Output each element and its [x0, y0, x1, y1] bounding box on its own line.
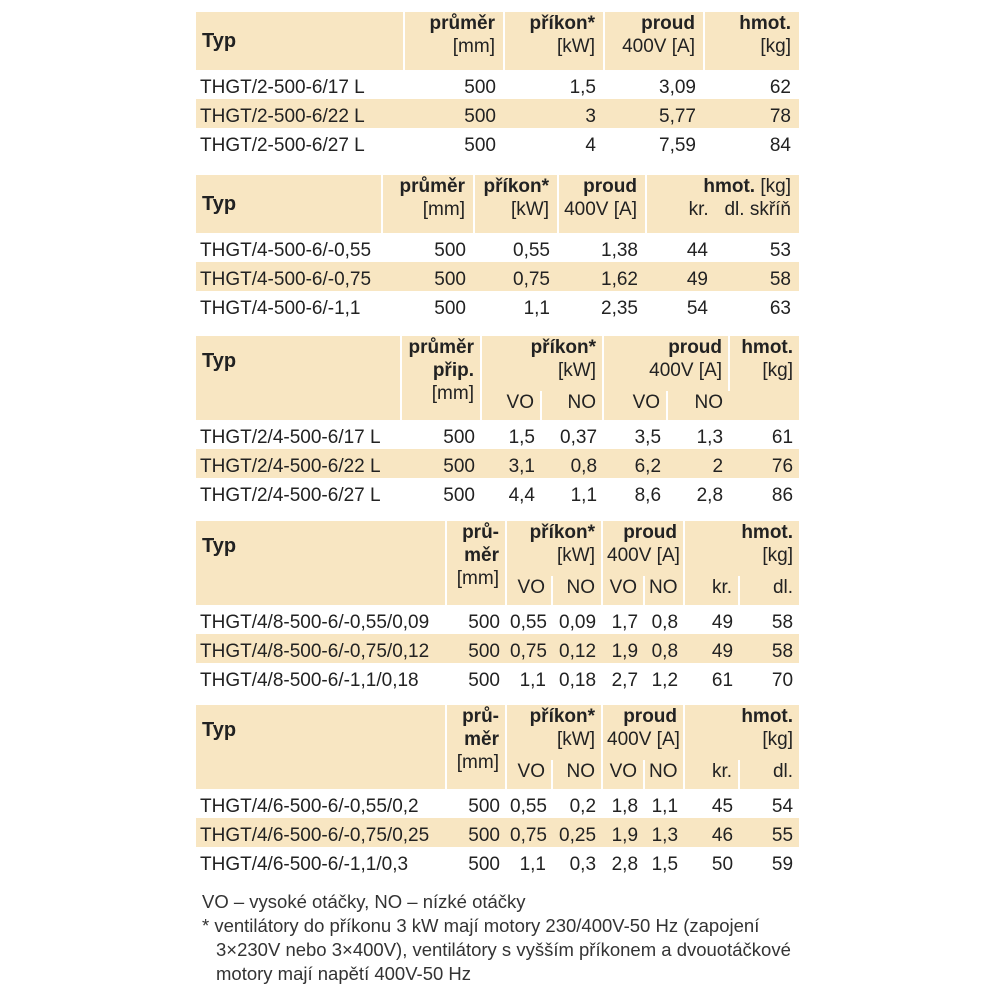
header-prikon-vo: VO — [481, 391, 541, 420]
table-row — [196, 634, 799, 663]
cell-hmot: 78 — [704, 99, 799, 128]
cell-prikon-vo: 0,55 — [510, 612, 547, 633]
cell-proud-no: 1,3 — [644, 818, 684, 847]
header-proud-no: NO — [667, 391, 729, 420]
cell-prikon: 0,55 — [513, 240, 550, 261]
table-row — [196, 818, 799, 847]
header-proud-no: NO — [644, 760, 684, 789]
table-row — [196, 663, 799, 692]
cell-proud-vo: 6,2 — [603, 449, 667, 478]
cell-prumer: 500 — [434, 240, 466, 261]
cell-hmot: 86 — [771, 485, 794, 506]
cell-typ: THGT/2/4-500-6/27 L — [200, 485, 381, 506]
cell-dl: 55 — [739, 818, 799, 847]
cell-proud-no: 0,8 — [651, 612, 679, 633]
cell-proud-vo: 1,7 — [611, 612, 639, 633]
cell-hmot: 61 — [771, 427, 794, 448]
cell-prumer: 500 — [443, 427, 475, 448]
header-prikon: příkon* [kW] — [474, 175, 558, 233]
cell-hmot: 84 — [769, 135, 791, 156]
cell-prikon-vo: 0,75 — [506, 634, 552, 663]
header-proud: proud 400V [A] — [602, 705, 684, 760]
header-typ: Typ — [196, 705, 446, 789]
header-prikon: příkon* [kW] — [506, 705, 602, 760]
cell-prumer: 500 — [464, 135, 496, 156]
cell-proud-vo: 3,5 — [634, 427, 662, 448]
cell-prumer: 500 — [468, 854, 500, 875]
header-prikon: příkon* [kW] — [504, 12, 604, 70]
header-hmot-kr: kr. — [684, 760, 739, 789]
cell-hmot: 62 — [769, 77, 791, 98]
header-proud-no: NO — [644, 576, 684, 605]
cell-prumer: 500 — [434, 298, 466, 319]
header-typ: Typ — [196, 336, 401, 420]
cell-prumer: 500 — [404, 99, 504, 128]
footnotes — [202, 890, 812, 986]
header-proud: proud 400V [A] — [558, 175, 646, 233]
cell-typ: THGT/2/4-500-6/22 L — [196, 449, 401, 478]
cell-dl: 58 — [716, 262, 799, 291]
cell-proud-vo: 2,8 — [611, 854, 639, 875]
cell-prikon-vo: 0,75 — [506, 818, 552, 847]
cell-proud-no: 1,3 — [696, 427, 724, 448]
header-hmot: hmot. [kg] — [729, 336, 799, 420]
header-prikon-no: NO — [552, 576, 602, 605]
header-hmot-dl: dl. — [739, 760, 799, 789]
cell-proud-no: 1,1 — [651, 796, 679, 817]
cell-typ: THGT/4/6-500-6/-0,75/0,25 — [196, 818, 446, 847]
cell-dl: 54 — [771, 796, 794, 817]
header-prikon: příkon* [kW] — [506, 521, 602, 576]
cell-kr: 44 — [686, 240, 708, 261]
cell-prikon: 3 — [504, 99, 604, 128]
header-proud: proud 400V [A] — [603, 336, 729, 391]
cell-proud-vo: 1,8 — [611, 796, 639, 817]
header-proud-vo: VO — [603, 391, 667, 420]
cell-proud-no: 1,2 — [651, 670, 679, 691]
header-hmot-kr: kr. — [684, 576, 739, 605]
cell-prikon-vo: 4,4 — [508, 485, 535, 506]
cell-typ: THGT/2-500-6/22 L — [196, 99, 404, 128]
cell-prikon-vo: 1,1 — [519, 670, 546, 691]
cell-kr: 49 — [684, 634, 739, 663]
cell-prikon-vo: 3,1 — [481, 449, 541, 478]
header-hmot: hmot. [kg] — [684, 521, 799, 576]
cell-prikon-vo: 0,55 — [510, 796, 547, 817]
cell-prikon-no: 0,12 — [552, 634, 602, 663]
cell-kr: 45 — [711, 796, 734, 817]
cell-proud-vo: 1,9 — [602, 818, 644, 847]
cell-prumer: 500 — [464, 77, 496, 98]
cell-kr: 46 — [684, 818, 739, 847]
cell-prumer: 500 — [443, 485, 475, 506]
cell-dl: 58 — [739, 634, 799, 663]
header-prumer: prů- měr [mm] — [446, 705, 506, 789]
header-typ: Typ — [196, 175, 382, 233]
footnote-voltage: * ventilátory do příkonu 3 kW mají motory 230/400V-50 Hz (zapojení 3×230V nebo 3×400V), ventilátory s vyšším příkonem a dvouotáčkové motory mají napětí 400V-50 Hz — [202, 915, 791, 984]
header-prikon: příkon* [kW] — [481, 336, 603, 391]
cell-prikon: 0,75 — [474, 262, 558, 291]
table-thgt-2-4 — [196, 336, 799, 507]
table-row — [196, 99, 799, 128]
cell-proud-vo: 8,6 — [634, 485, 662, 506]
header-prikon-no: NO — [552, 760, 602, 789]
cell-prikon: 1,1 — [523, 298, 550, 319]
cell-proud-no: 2 — [667, 449, 729, 478]
cell-kr: 49 — [646, 262, 716, 291]
cell-typ: THGT/2-500-6/27 L — [200, 135, 365, 156]
cell-prumer: 500 — [401, 449, 481, 478]
cell-proud-no: 1,5 — [651, 854, 679, 875]
cell-proud-no: 2,8 — [696, 485, 724, 506]
cell-dl: 63 — [769, 298, 791, 319]
header-prumer: prů- měr [mm] — [446, 521, 506, 605]
table-row — [196, 233, 799, 262]
header-prumer: průměr přip. [mm] — [401, 336, 481, 420]
cell-proud-vo: 1,9 — [602, 634, 644, 663]
table-row — [196, 449, 799, 478]
cell-prumer: 500 — [446, 818, 506, 847]
cell-proud: 2,35 — [601, 298, 638, 319]
cell-prumer: 500 — [468, 612, 500, 633]
table-thgt-2 — [196, 12, 799, 157]
cell-dl: 58 — [771, 612, 794, 633]
cell-typ: THGT/4/8-500-6/-1,1/0,18 — [200, 670, 419, 691]
cell-typ: THGT/4/8-500-6/-0,75/0,12 — [196, 634, 446, 663]
header-prikon-vo: VO — [506, 760, 552, 789]
cell-typ: THGT/4/8-500-6/-0,55/0,09 — [200, 612, 430, 633]
cell-kr: 50 — [711, 854, 734, 875]
cell-prikon-no: 0,37 — [560, 427, 598, 448]
header-hmot: hmot. [kg] — [684, 705, 799, 760]
cell-prikon-no: 1,1 — [570, 485, 598, 506]
cell-prikon-no: 0,09 — [559, 612, 597, 633]
cell-dl: 70 — [771, 670, 794, 691]
table-row — [196, 262, 799, 291]
header-proud-vo: VO — [602, 760, 644, 789]
table-row — [196, 128, 799, 157]
cell-typ: THGT/4-500-6/-0,75 — [196, 262, 382, 291]
cell-prumer: 500 — [382, 262, 474, 291]
header-typ: Typ — [196, 521, 446, 605]
table-row — [196, 420, 799, 449]
cell-proud: 5,77 — [604, 99, 704, 128]
cell-proud: 3,09 — [659, 77, 696, 98]
legend-note: VO – vysoké otáčky, NO – nízké otáčky — [202, 891, 526, 912]
cell-prikon-no: 0,25 — [552, 818, 602, 847]
cell-dl: 53 — [769, 240, 791, 261]
table-row — [196, 291, 799, 320]
header-prumer: průměr [mm] — [382, 175, 474, 233]
header-prikon-vo: VO — [506, 576, 552, 605]
cell-typ: THGT/4-500-6/-0,55 — [200, 240, 372, 261]
cell-prumer: 500 — [468, 796, 500, 817]
cell-kr: 61 — [711, 670, 734, 691]
table-row — [196, 70, 799, 99]
header-typ: Typ — [196, 12, 404, 70]
cell-proud-no: 0,8 — [644, 634, 684, 663]
header-prikon-no: NO — [541, 391, 603, 420]
cell-typ: THGT/2/4-500-6/17 L — [200, 427, 381, 448]
cell-proud: 7,59 — [659, 135, 696, 156]
cell-proud-vo: 2,7 — [611, 670, 639, 691]
cell-kr: 49 — [711, 612, 734, 633]
table-header — [196, 336, 799, 391]
table-header — [196, 12, 799, 70]
table-thgt-4-6 — [196, 705, 799, 876]
table-row — [196, 847, 799, 876]
cell-dl: 59 — [771, 854, 794, 875]
table-header — [196, 705, 799, 760]
table-header — [196, 521, 799, 576]
cell-prikon-vo: 1,1 — [519, 854, 546, 875]
cell-typ: THGT/4-500-6/-1,1 — [200, 298, 361, 319]
table-thgt-4-8 — [196, 521, 799, 692]
header-prumer: průměr [mm] — [404, 12, 504, 70]
table-row — [196, 478, 799, 507]
header-hmot: hmot. [kg] kr. dl. skříň — [646, 175, 799, 233]
header-hmot: hmot. [kg] — [704, 12, 799, 70]
cell-prumer: 500 — [468, 670, 500, 691]
cell-typ: THGT/4/6-500-6/-1,1/0,3 — [200, 854, 409, 875]
cell-prikon: 4 — [585, 135, 596, 156]
header-proud: proud 400V [A] — [604, 12, 704, 70]
table-row — [196, 789, 799, 818]
cell-kr: 54 — [686, 298, 708, 319]
cell-prikon-no: 0,8 — [541, 449, 603, 478]
header-proud-vo: VO — [602, 576, 644, 605]
cell-proud: 1,38 — [601, 240, 638, 261]
cell-prikon-no: 0,18 — [559, 670, 597, 691]
header-hmot-dl: dl. — [739, 576, 799, 605]
cell-typ: THGT/4/6-500-6/-0,55/0,2 — [200, 796, 419, 817]
cell-hmot: 76 — [729, 449, 799, 478]
table-thgt-4 — [196, 175, 799, 320]
cell-typ: THGT/2-500-6/17 L — [200, 77, 365, 98]
cell-prikon-no: 0,3 — [569, 854, 597, 875]
header-proud: proud 400V [A] — [602, 521, 684, 576]
cell-prikon-no: 0,2 — [569, 796, 597, 817]
cell-prikon: 1,5 — [569, 77, 596, 98]
cell-proud: 1,62 — [558, 262, 646, 291]
table-row — [196, 605, 799, 634]
cell-prumer: 500 — [446, 634, 506, 663]
table-header — [196, 175, 799, 233]
cell-prikon-vo: 1,5 — [508, 427, 535, 448]
